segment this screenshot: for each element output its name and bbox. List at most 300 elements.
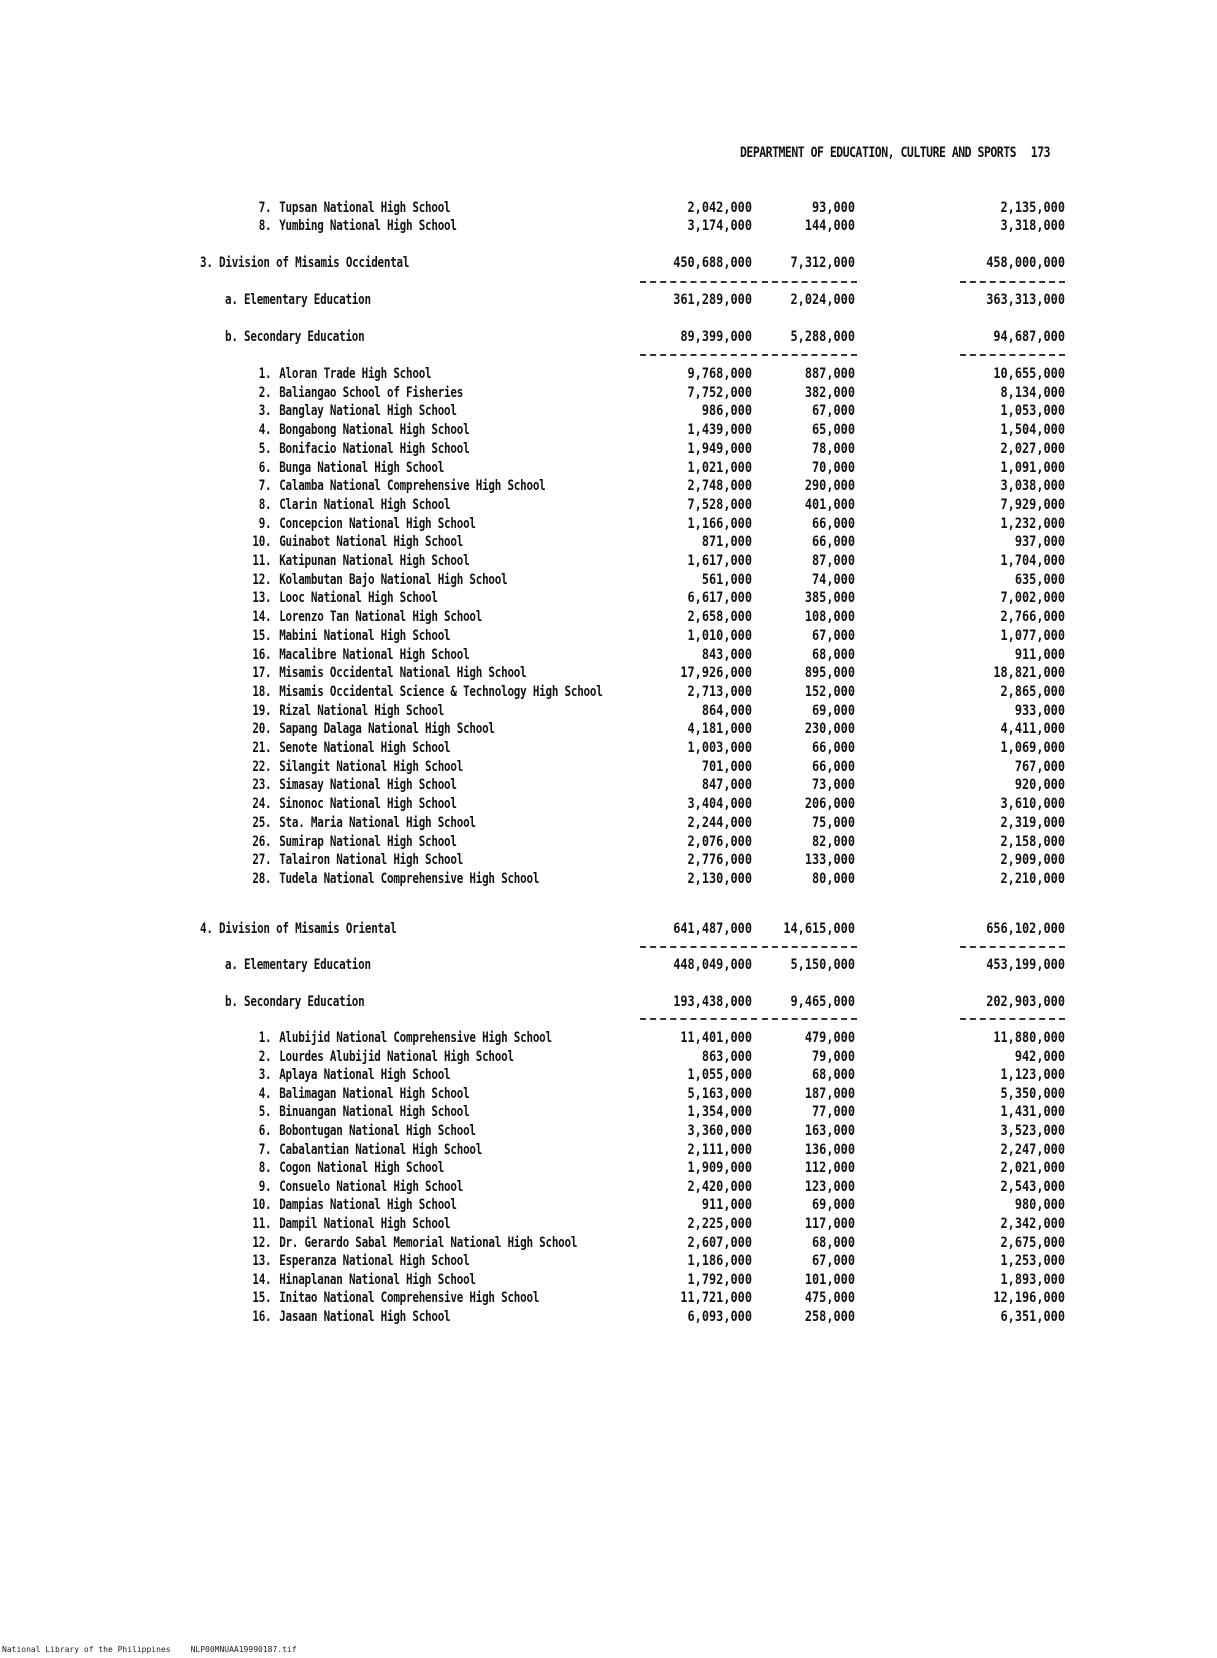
school-name: Concepcion National High School [279,515,476,532]
item-number: 4. [258,1085,272,1102]
appropriation-current: 1,010,000 [687,627,752,644]
appropriation-total: 202,903,000 [986,994,1065,1010]
item-number: 12. [252,571,272,588]
appropriation-current: 1,354,000 [687,1104,752,1121]
item-number: 23. [252,777,272,794]
division-row-label: 3. Division of Misamis Occidental [200,255,410,271]
school-name: Baliangao School of Fisheries [279,384,464,401]
subtotal-rule [762,1018,857,1020]
school-name: Mabini National High School [279,627,451,644]
subtotal-rule [762,354,857,356]
school-row [0,833,1217,852]
subdivision-row-label: a. Elementary Education [225,292,371,308]
appropriation-total: 980,000 [1014,1197,1065,1214]
appropriation-current: 986,000 [701,403,752,420]
appropriation-current: 6,617,000 [687,590,752,607]
appropriation-current: 1,186,000 [687,1253,752,1270]
appropriation-current: 7,528,000 [687,496,752,513]
subtotal-rule [640,1018,757,1020]
appropriation-increase: 475,000 [804,1290,855,1307]
item-number: 8. [258,218,272,234]
item-number: 7. [258,478,272,495]
appropriation-total: 2,247,000 [1000,1141,1065,1158]
item-number: 9. [258,1178,272,1195]
appropriation-current: 2,042,000 [687,200,752,216]
school-row [0,870,1217,889]
school-row-label [248,1141,482,1160]
school-name: Consuelo National High School [279,1178,464,1195]
school-row [0,1141,1217,1160]
school-row [0,1178,1217,1197]
appropriation-total: 10,655,000 [993,366,1065,382]
item-number: 16. [252,1309,272,1325]
appropriation-increase: 385,000 [804,590,855,607]
item-number: 8. [258,1160,272,1177]
school-row-label [248,870,539,889]
school-row [0,683,1217,702]
appropriation-total: 767,000 [1014,758,1065,775]
appropriation-current: 911,000 [701,1197,752,1214]
school-row-label [248,1103,469,1122]
school-name: Calamba National Comprehensive High School [279,478,546,495]
item-number: 4. [258,422,272,439]
item-number: 5. [258,1104,272,1121]
appropriation-total: 94,687,000 [993,329,1065,345]
school-row-label [248,646,469,665]
subdivision-row-label: a. Elementary Education [225,957,371,973]
appropriation-increase: 73,000 [812,777,855,794]
appropriation-current: 2,420,000 [687,1178,752,1195]
school-row [0,739,1217,758]
school-row-label [248,402,457,421]
appropriation-increase: 123,000 [804,1178,855,1195]
item-number: 10. [252,534,272,551]
appropriation-current: 2,244,000 [687,814,752,831]
item-number: 17. [252,665,272,682]
appropriation-increase: 69,000 [812,1197,855,1214]
item-number: 1. [258,366,272,382]
school-row-label [248,776,457,795]
appropriation-current: 5,163,000 [687,1085,752,1102]
appropriation-increase: 206,000 [804,796,855,813]
school-name: Senote National High School [279,740,451,756]
appropriation-current: 1,439,000 [687,422,752,439]
appropriation-increase: 7,312,000 [790,255,855,271]
school-row [0,758,1217,777]
appropriation-increase: 136,000 [804,1141,855,1158]
appropriation-increase: 87,000 [812,553,855,569]
subtotal-rule [960,946,1065,948]
appropriation-total: 1,504,000 [1000,422,1065,439]
school-name: Hinaplanan National High School [279,1271,476,1288]
division-row-label: 4. Division of Misamis Oriental [200,921,397,937]
scan-footer [2,1645,297,1654]
school-name: Looc National High School [279,590,438,607]
appropriation-current: 11,401,000 [680,1030,752,1046]
appropriation-increase: 82,000 [812,833,855,850]
appropriation-total: 2,027,000 [1000,440,1065,457]
appropriation-increase: 80,000 [812,870,855,887]
school-row-label [248,496,450,515]
school-row [0,795,1217,814]
school-row [0,1066,1217,1085]
appropriation-current: 1,003,000 [687,740,752,756]
appropriation-total: 2,909,000 [1000,852,1065,869]
school-row-label [248,477,546,496]
school-row [0,459,1217,478]
school-row-label [248,552,469,571]
school-row-label [248,571,507,590]
school-row-label [248,1178,463,1197]
appropriation-increase: 14,615,000 [783,921,855,937]
school-row-label [248,1234,577,1253]
appropriation-total: 1,253,000 [1000,1253,1065,1270]
appropriation-increase: 895,000 [804,665,855,682]
school-row [0,720,1217,739]
school-name: Bongabong National High School [279,422,470,439]
school-name: Clarin National High School [279,496,451,513]
appropriation-increase: 108,000 [804,609,855,626]
school-row [0,776,1217,795]
appropriation-current: 11,721,000 [680,1290,752,1307]
appropriation-increase: 67,000 [812,627,855,644]
appropriation-current: 6,093,000 [687,1309,752,1325]
appropriation-current: 3,404,000 [687,796,752,813]
appropriation-current: 847,000 [701,777,752,794]
school-name: Cabalantian National High School [279,1141,483,1158]
item-number: 11. [252,553,272,569]
appropriation-total: 3,523,000 [1000,1123,1065,1139]
appropriation-increase: 163,000 [804,1123,855,1139]
school-name: Bobontugan National High School [279,1123,476,1139]
appropriation-increase: 66,000 [812,534,855,551]
appropriation-current: 1,949,000 [687,440,752,457]
appropriation-total: 656,102,000 [986,921,1065,937]
appropriation-current: 89,399,000 [680,329,752,345]
school-name: Kolambutan Bajo National High School [279,571,508,588]
school-row [0,851,1217,870]
school-row [0,384,1217,403]
item-number: 26. [252,833,272,850]
appropriation-increase: 187,000 [804,1085,855,1102]
school-row-label [248,459,444,478]
subdivision-row-label: b. Secondary Education [225,329,365,345]
appropriation-current: 1,792,000 [687,1271,752,1288]
appropriation-total: 7,929,000 [1000,496,1065,513]
appropriation-increase: 230,000 [804,721,855,738]
division-row [0,920,1217,939]
school-row-label [248,833,457,852]
appropriation-current: 1,055,000 [687,1067,752,1084]
school-row [0,571,1217,590]
school-row-label [248,365,431,384]
appropriation-current: 361,289,000 [673,292,752,308]
school-row [0,217,1217,236]
school-row-label [248,384,463,403]
appropriation-current: 2,225,000 [687,1216,752,1232]
appropriation-current: 871,000 [701,534,752,551]
school-name: Dampias National High School [279,1197,457,1214]
school-row-label [248,1122,476,1141]
school-row [0,1159,1217,1178]
appropriation-increase: 382,000 [804,384,855,401]
school-row [0,365,1217,384]
appropriation-increase: 65,000 [812,422,855,439]
school-row-label [248,1085,469,1104]
appropriation-increase: 112,000 [804,1160,855,1177]
school-name: Guinabot National High School [279,534,464,551]
appropriation-current: 9,768,000 [687,366,752,382]
school-name: Initao National Comprehensive High School [279,1290,540,1307]
page-number: 173 [1030,145,1051,161]
subtotal-rule [640,946,757,948]
school-row-label [248,440,469,459]
subtotal-rule [762,281,857,283]
school-name: Alubijid National Comprehensive High School [279,1030,552,1046]
appropriation-current: 3,174,000 [687,218,752,234]
school-row [0,496,1217,515]
school-row [0,1122,1217,1141]
appropriation-total: 1,893,000 [1000,1271,1065,1288]
subtotal-rule [960,1018,1065,1020]
school-row [0,1215,1217,1234]
school-name: Misamis Occidental National High School [279,665,527,682]
appropriation-current: 450,688,000 [673,255,752,271]
appropriation-increase: 66,000 [812,758,855,775]
item-number: 10. [252,1197,272,1214]
appropriation-current: 701,000 [701,758,752,775]
appropriation-total: 453,199,000 [986,957,1065,973]
appropriation-total: 911,000 [1014,646,1065,663]
school-row-label [248,533,463,552]
appropriation-total: 933,000 [1014,702,1065,719]
appropriation-current: 2,713,000 [687,683,752,700]
school-row-label [248,627,450,646]
school-name: Jasaan National High School [279,1309,451,1325]
appropriation-total: 1,069,000 [1000,740,1065,756]
appropriation-total: 942,000 [1014,1048,1065,1065]
appropriation-total: 12,196,000 [993,1290,1065,1307]
school-name: Bunga National High School [279,459,445,476]
item-number: 6. [258,1123,272,1139]
school-row [0,1252,1217,1271]
school-name: Balimagan National High School [279,1085,470,1102]
school-name: Tudela National Comprehensive High School [279,870,540,887]
appropriation-total: 7,002,000 [1000,590,1065,607]
appropriation-current: 2,658,000 [687,609,752,626]
school-row [0,440,1217,459]
school-row-label [248,589,438,608]
appropriation-total: 937,000 [1014,534,1065,551]
school-row [0,199,1217,218]
school-row [0,702,1217,721]
school-row-label [248,814,476,833]
footer-file: NLP00MNUAA19990187.tif [190,1645,297,1654]
school-name: Tupsan National High School [279,200,451,216]
appropriation-current: 7,752,000 [687,384,752,401]
school-row-label [248,421,469,440]
item-number: 14. [252,609,272,626]
appropriation-total: 2,210,000 [1000,870,1065,887]
subdivision-row [0,956,1217,975]
appropriation-current: 193,438,000 [673,994,752,1010]
appropriation-total: 2,158,000 [1000,833,1065,850]
appropriation-increase: 68,000 [812,646,855,663]
appropriation-total: 920,000 [1014,777,1065,794]
appropriation-current: 1,021,000 [687,459,752,476]
appropriation-current: 4,181,000 [687,721,752,738]
item-number: 3. [258,403,272,420]
appropriation-increase: 68,000 [812,1067,855,1084]
school-row-label [248,1066,450,1085]
appropriation-increase: 117,000 [804,1216,855,1232]
school-row-label [248,1252,469,1271]
school-row [0,1048,1217,1067]
appropriation-increase: 5,288,000 [790,329,855,345]
item-number: 2. [258,1048,272,1065]
school-row [0,1289,1217,1308]
appropriation-total: 18,821,000 [993,665,1065,682]
school-row-label [248,1029,552,1048]
school-row-label [248,720,495,739]
school-row [0,608,1217,627]
appropriation-current: 1,166,000 [687,515,752,532]
school-row-label [248,1289,539,1308]
appropriation-total: 1,091,000 [1000,459,1065,476]
item-number: 15. [252,1290,272,1307]
subtotal-rule [640,354,757,356]
subtotal-rule [960,354,1065,356]
school-row-label [248,1196,457,1215]
appropriation-increase: 68,000 [812,1234,855,1251]
appropriation-increase: 67,000 [812,1253,855,1270]
appropriation-total: 3,318,000 [1000,218,1065,234]
appropriation-increase: 79,000 [812,1048,855,1065]
school-name: Misamis Occidental Science & Technology High School [279,683,603,700]
school-row [0,1196,1217,1215]
appropriation-total: 3,038,000 [1000,478,1065,495]
item-number: 9. [258,515,272,532]
school-row [0,533,1217,552]
appropriation-current: 2,607,000 [687,1234,752,1251]
school-row-label [248,851,463,870]
appropriation-total: 4,411,000 [1000,721,1065,738]
footer-library: National Library of the Philippines [2,1645,171,1654]
appropriation-total: 1,077,000 [1000,627,1065,644]
item-number: 7. [258,200,272,216]
school-row [0,477,1217,496]
appropriation-increase: 67,000 [812,403,855,420]
item-number: 14. [252,1271,272,1288]
appropriation-increase: 2,024,000 [790,292,855,308]
appropriation-increase: 93,000 [812,200,855,216]
item-number: 28. [252,870,272,887]
school-row [0,1085,1217,1104]
appropriation-total: 2,021,000 [1000,1160,1065,1177]
appropriation-increase: 101,000 [804,1271,855,1288]
school-row [0,664,1217,683]
school-row-label [248,199,450,218]
appropriation-current: 17,926,000 [680,665,752,682]
appropriation-increase: 75,000 [812,814,855,831]
appropriation-total: 458,000,000 [986,255,1065,271]
appropriation-total: 2,865,000 [1000,683,1065,700]
appropriation-increase: 78,000 [812,440,855,457]
subtotal-rule [640,281,757,283]
appropriation-increase: 5,150,000 [790,957,855,973]
school-row [0,1234,1217,1253]
school-name: Esperanza National High School [279,1253,470,1270]
school-row-label [248,664,526,683]
school-row [0,627,1217,646]
school-row-label [248,608,482,627]
school-name: Silangit National High School [279,758,464,775]
appropriation-current: 864,000 [701,702,752,719]
school-row [0,552,1217,571]
item-number: 22. [252,758,272,775]
appropriation-total: 3,610,000 [1000,796,1065,813]
school-name: Lorenzo Tan National High School [279,609,483,626]
school-row-label [248,795,457,814]
appropriation-increase: 66,000 [812,740,855,756]
school-name: Aloran Trade High School [279,366,432,382]
appropriation-increase: 66,000 [812,515,855,532]
school-row [0,515,1217,534]
school-row-label [248,217,457,236]
appropriation-total: 2,543,000 [1000,1178,1065,1195]
school-name: Talairon National High School [279,852,464,869]
appropriation-total: 1,431,000 [1000,1104,1065,1121]
appropriation-total: 2,319,000 [1000,814,1065,831]
appropriation-total: 2,675,000 [1000,1234,1065,1251]
appropriation-increase: 74,000 [812,571,855,588]
school-row-label [248,683,603,702]
appropriation-total: 2,135,000 [1000,200,1065,216]
appropriation-current: 2,076,000 [687,833,752,850]
item-number: 12. [252,1234,272,1251]
school-name: Yumbing National High School [279,218,457,234]
school-name: Aplaya National High School [279,1067,451,1084]
item-number: 8. [258,496,272,513]
appropriation-current: 1,909,000 [687,1160,752,1177]
subtotal-rule [762,946,857,948]
appropriation-total: 2,342,000 [1000,1216,1065,1232]
subdivision-row [0,291,1217,310]
appropriation-increase: 401,000 [804,496,855,513]
school-row [0,646,1217,665]
appropriation-current: 2,130,000 [687,870,752,887]
item-number: 25. [252,814,272,831]
appropriation-current: 448,049,000 [673,957,752,973]
school-name: Sumirap National High School [279,833,457,850]
school-row-label [248,1215,450,1234]
appropriation-current: 2,748,000 [687,478,752,495]
appropriation-total: 11,880,000 [993,1030,1065,1046]
appropriation-total: 1,053,000 [1000,403,1065,420]
division-row [0,254,1217,273]
item-number: 19. [252,702,272,719]
item-number: 13. [252,590,272,607]
appropriation-current: 843,000 [701,646,752,663]
school-name: Dr. Gerardo Sabal Memorial National High School [279,1234,578,1251]
item-number: 24. [252,796,272,813]
appropriation-total: 635,000 [1014,571,1065,588]
school-row-label [248,758,463,777]
item-number: 5. [258,440,272,457]
appropriation-current: 2,111,000 [687,1141,752,1158]
appropriation-total: 1,232,000 [1000,515,1065,532]
appropriation-total: 2,766,000 [1000,609,1065,626]
